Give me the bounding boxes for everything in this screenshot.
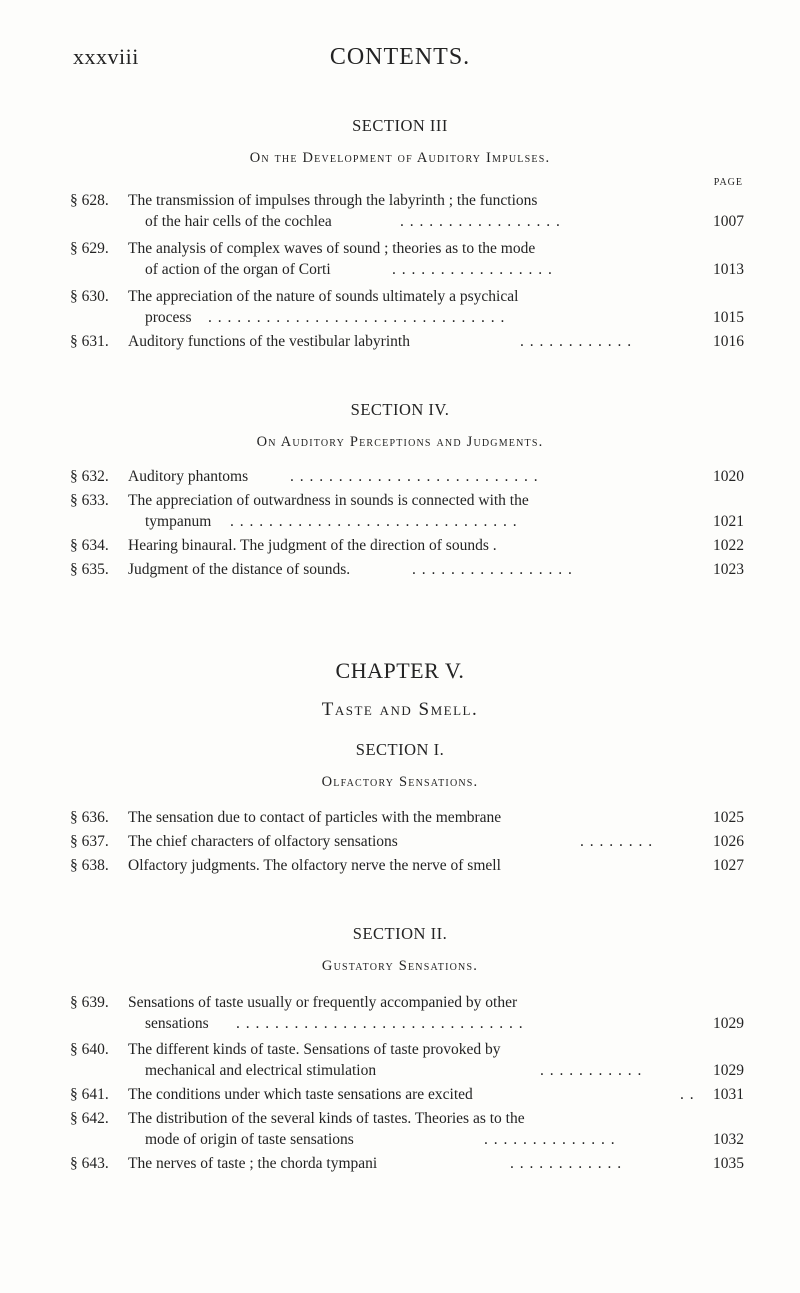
- leader-dots: . . . . . . . . . . . . . .: [484, 1131, 616, 1148]
- entry-page: 1023: [713, 561, 744, 578]
- entry-number: § 636.: [70, 809, 109, 826]
- entry-text: The conditions under which taste sensations are excited: [128, 1086, 473, 1103]
- entry-text: of the hair cells of the cochlea: [145, 213, 332, 230]
- entry-text: Auditory functions of the vestibular labyrinth: [128, 333, 410, 350]
- entry-page: 1021: [713, 513, 744, 530]
- entry-page: 1031: [713, 1086, 744, 1103]
- entry-number: § 640.: [70, 1041, 109, 1058]
- leader-dots: . . . . . . . . . . . . . . . . .: [400, 213, 561, 230]
- leader-dots: . . . . . . . . . . .: [540, 1062, 643, 1079]
- entry-text: Judgment of the distance of sounds.: [128, 561, 351, 578]
- entry-number: § 628.: [70, 192, 109, 209]
- section-subtitle: On Auditory Perceptions and Judgments.: [256, 434, 544, 450]
- entry-page: 1016: [713, 333, 744, 350]
- running-head: [0, 44, 800, 84]
- entry-page: 1025: [713, 809, 744, 826]
- leader-dots: . . . . . . . . . . . .: [510, 1155, 623, 1172]
- entry-text: mode of origin of taste sensations: [145, 1131, 354, 1148]
- entry-number: § 637.: [70, 833, 109, 850]
- entry-number: § 641.: [70, 1086, 109, 1103]
- entry-page: 1026: [713, 833, 744, 850]
- entry-text: The analysis of complex waves of sound ; theories as to the mode: [128, 240, 536, 257]
- entry-page: 1032: [713, 1131, 744, 1148]
- section-title: SECTION II.: [352, 924, 448, 943]
- entry-page: 1020: [713, 468, 744, 485]
- entry-number: § 633.: [70, 492, 109, 509]
- chapter-title: CHAPTER V.: [335, 658, 465, 683]
- entry-page: 1015: [713, 309, 744, 326]
- entry-text: process: [145, 309, 192, 326]
- entry-number: § 630.: [70, 288, 109, 305]
- entry-number: § 629.: [70, 240, 109, 257]
- entry-text: The appreciation of outwardness in sounds is connected with the: [128, 492, 529, 509]
- entry-text: of action of the organ of Corti: [145, 261, 331, 278]
- page-number: xxxviii: [73, 44, 139, 69]
- entry-text: sensations: [145, 1015, 209, 1032]
- entry-number: § 639.: [70, 994, 109, 1011]
- entry-number: § 634.: [70, 537, 109, 554]
- entry-text: Auditory phantoms: [128, 468, 249, 485]
- entry-page: 1007: [713, 213, 744, 230]
- leader-dots: . . . . . . . . . . . . . . . . .: [412, 561, 573, 578]
- entry-text: mechanical and electrical stimulation: [145, 1062, 377, 1079]
- entry-page: 1035: [713, 1155, 744, 1172]
- leader-dots: . . . . . . . . . . . .: [520, 333, 633, 350]
- leader-dots: . . . . . . . . . . . . . . . . . . . . . . . . . . . . . .: [236, 1015, 524, 1032]
- section-title: SECTION IV.: [350, 400, 450, 419]
- chapter-subtitle: Taste and Smell.: [321, 699, 479, 720]
- entry-number: § 631.: [70, 333, 109, 350]
- entry-number: § 643.: [70, 1155, 109, 1172]
- entry-text: The appreciation of the nature of sounds ultimately a psychical: [128, 288, 519, 305]
- section-title: SECTION III: [352, 116, 448, 135]
- entry-text: The transmission of impulses through the labyrinth ; the functions: [128, 192, 538, 209]
- leader-dots: . . . . . . . . . . . . . . . . . . . . . . . . . . . . . .: [230, 513, 518, 530]
- entry-page: 1013: [713, 261, 744, 278]
- entry-text: tympanum: [145, 513, 212, 530]
- entry-page: 1022: [713, 537, 744, 554]
- leader-dots: . .: [680, 1086, 695, 1103]
- section-subtitle: On the Development of Auditory Impulses.: [249, 150, 551, 166]
- leader-dots: . . . . . . . . . . . . . . . . .: [392, 261, 553, 278]
- entry-text: The distribution of the several kinds of tastes. Theories as to the: [128, 1110, 525, 1127]
- section-subtitle: Gustatory Sensations.: [321, 958, 479, 974]
- entry-page: 1029: [713, 1015, 744, 1032]
- entry-text: The different kinds of taste. Sensations of taste provoked by: [128, 1041, 501, 1058]
- leader-dots: . . . . . . . .: [580, 833, 654, 850]
- section-subtitle: Olfactory Sensations.: [321, 774, 479, 790]
- entry-text: The nerves of taste ; the chorda tympani: [128, 1155, 378, 1172]
- entry-text: Sensations of taste usually or frequently accompanied by other: [128, 994, 518, 1011]
- entry-text: Olfactory judgments. The olfactory nerve the nerve of smell: [128, 857, 501, 874]
- leader-dots: . . . . . . . . . . . . . . . . . . . . . . . . . . . . . . .: [208, 309, 506, 326]
- page-column-label: PAGE: [713, 177, 743, 188]
- entry-number: § 635.: [70, 561, 109, 578]
- entry-number: § 638.: [70, 857, 109, 874]
- entry-number: § 642.: [70, 1110, 109, 1127]
- section-title: SECTION I.: [355, 740, 445, 759]
- entry-page: 1029: [713, 1062, 744, 1079]
- leader-dots: . . . . . . . . . . . . . . . . . . . . . . . . . .: [290, 468, 539, 485]
- entry-text: Hearing binaural. The judgment of the direction of sounds .: [128, 537, 497, 554]
- entry-number: § 632.: [70, 468, 109, 485]
- entry-text: The chief characters of olfactory sensations: [128, 833, 398, 850]
- page-title: CONTENTS.: [329, 44, 471, 70]
- entry-page: 1027: [713, 857, 744, 874]
- entry-text: The sensation due to contact of particles with the membrane: [128, 809, 502, 826]
